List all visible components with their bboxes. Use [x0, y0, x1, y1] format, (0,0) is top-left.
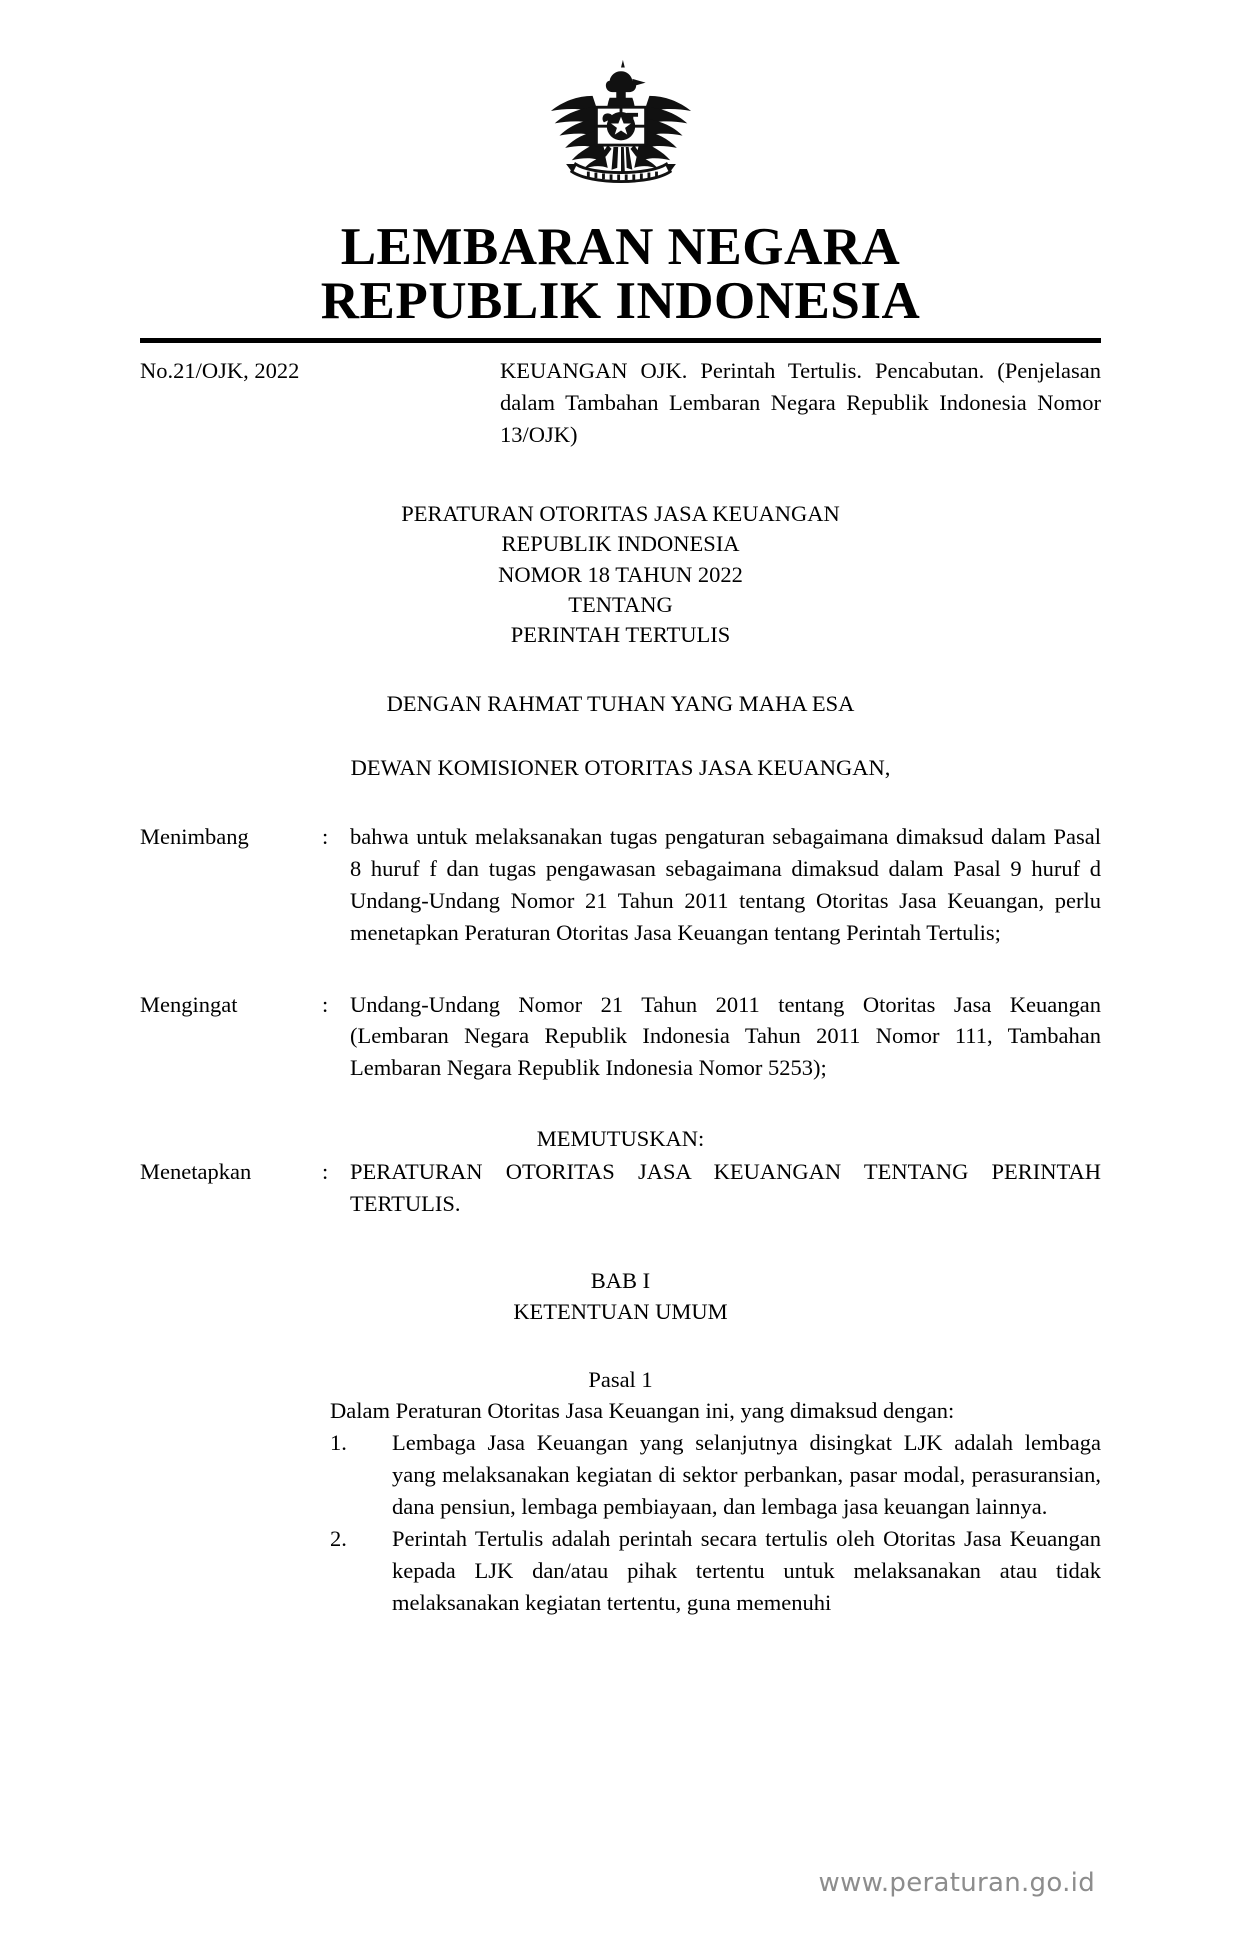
chapter-heading — [0, 1266, 1241, 1327]
clause-menimbang-colon: : — [322, 823, 329, 849]
article-heading: Pasal 1 — [588, 1366, 653, 1392]
blessing-line: DENGAN RAHMAT TUHAN YANG MAHA ESA — [386, 690, 855, 716]
list-item-number: 2. — [330, 1525, 347, 1551]
masthead-divider — [140, 338, 1101, 343]
regulation-about-label: TENTANG — [568, 592, 673, 618]
list-item-text: Perintah Tertulis adalah perintah secara tertulis oleh Otoritas Jasa Keuangan kepada LJK dan/atau pihak tertentu untuk melaksanakan atau tidak melaksanakan kegiatan tertentu, guna memenuhi — [392, 1525, 1101, 1615]
masthead-line-2: REPUBLIK INDONESIA — [320, 272, 921, 331]
clause-menimbang-text: bahwa untuk melaksanakan tugas pengaturan sebagaimana dimaksud dalam Pasal 8 huruf f dan tugas pengawasan sebagaimana dimaksud dalam Pasal 9 huruf d Undang-Undang Nomor 21 Tahun 2011 tentang Otoritas Jasa Keuangan, perlu menetapkan Peraturan Otoritas Jasa Keuangan tentang Perintah Tertulis; — [350, 823, 1101, 945]
clause-mengingat-label: Mengingat — [140, 991, 238, 1017]
memutuskan-heading: MEMUTUSKAN: — [536, 1126, 705, 1152]
list-item — [330, 1427, 1101, 1523]
clause-menetapkan — [140, 1156, 1101, 1220]
clause-mengingat-text: Undang-Undang Nomor 21 Tahun 2011 tentang Otoritas Jasa Keuangan (Lembaran Negara Republik Indonesia Tahun 2011 Nomor 111, Tambahan Lembaran Negara Republik Indonesia Nomor 5253); — [350, 991, 1101, 1081]
gazette-meta — [140, 355, 1101, 451]
footer-watermark: www.peraturan.go.id — [818, 1868, 1095, 1898]
clause-menetapkan-label: Menetapkan — [140, 1159, 252, 1185]
list-item-text: Lembaga Jasa Keuangan yang selanjutnya disingkat LJK adalah lembaga yang melaksanakan kegiatan di sektor perbankan, pasar modal, perasuransian, dana pensiun, lembaga pembiayaan, dan lembaga jasa keuangan lainnya. — [392, 1429, 1101, 1519]
council-line: DEWAN KOMISIONER OTORITAS JASA KEUANGAN, — [350, 754, 891, 780]
chapter-number: BAB I — [590, 1268, 651, 1294]
list-item — [330, 1523, 1101, 1619]
regulation-title-line-1: PERATURAN OTORITAS JASA KEUANGAN — [401, 500, 840, 526]
clause-mengingat-colon: : — [322, 991, 329, 1017]
regulation-title-line-2: REPUBLIK INDONESIA — [501, 531, 740, 557]
garuda-pancasila-emblem — [526, 58, 716, 200]
gazette-number: No.21/OJK, 2022 — [140, 358, 300, 384]
masthead-title — [0, 218, 1241, 331]
masthead-line-1: LEMBARAN NEGARA — [340, 218, 901, 276]
chapter-name: KETENTUAN UMUM — [513, 1298, 728, 1324]
clause-menetapkan-text: PERATURAN OTORITAS JASA KEUANGAN TENTANG PERINTAH TERTULIS. — [350, 1159, 1101, 1217]
clause-menimbang-label: Menimbang — [140, 823, 249, 849]
list-item-number: 1. — [330, 1429, 347, 1455]
clause-mengingat — [140, 989, 1101, 1085]
definition-list — [330, 1427, 1101, 1619]
regulation-subject: PERINTAH TERTULIS — [510, 622, 731, 648]
regulation-number: NOMOR 18 TAHUN 2022 — [498, 561, 743, 587]
clause-menimbang — [140, 821, 1101, 949]
gazette-subject: KEUANGAN OJK. Perintah Tertulis. Pencabutan. (Penjelasan dalam Tambahan Lembaran Negara Republik Indonesia Nomor 13/OJK) — [500, 358, 1101, 447]
clause-list — [140, 821, 1101, 1220]
article-intro: Dalam Peraturan Otoritas Jasa Keuangan ini, yang dimaksud dengan: — [330, 1397, 955, 1423]
masthead — [0, 0, 1241, 331]
clause-menetapkan-colon: : — [322, 1159, 329, 1185]
regulation-title — [0, 499, 1241, 651]
